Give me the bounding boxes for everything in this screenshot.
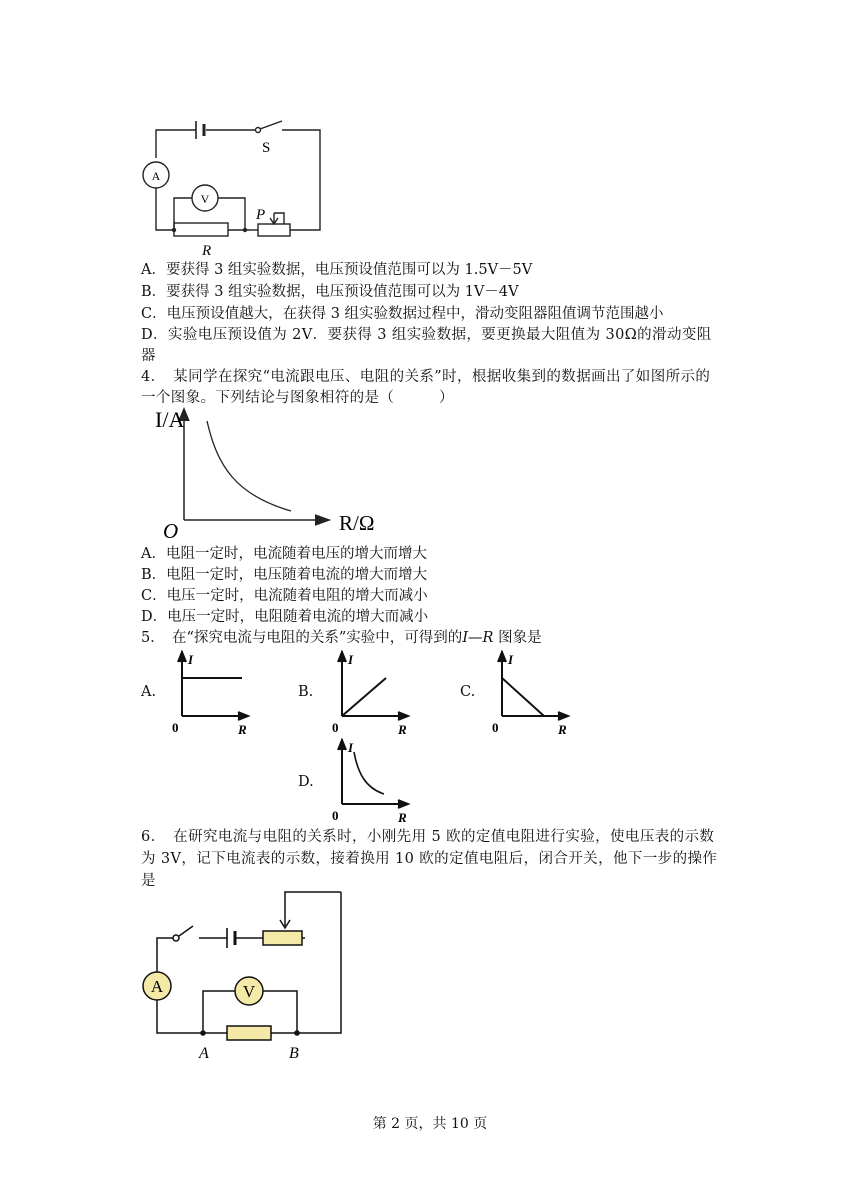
q5-stem-ir: I—R bbox=[462, 630, 494, 646]
q3-option-c: C．电压预设值越大，在获得 3 组实验数据过程中，滑动变阻器阻值调节范围越小 bbox=[141, 306, 664, 322]
q5-graph-a bbox=[168, 650, 258, 738]
q5-stem-end: 图象是 bbox=[493, 630, 542, 646]
q5-d-origin: 0 bbox=[332, 808, 339, 823]
q3-resistor-label: R bbox=[202, 243, 212, 259]
q3-option-a: A．要获得 3 组实验数据，电压预设值范围可以为 1.5V－5V bbox=[141, 262, 533, 278]
q3-voltmeter-letter: V bbox=[200, 192, 210, 206]
q5-d-x: R bbox=[398, 810, 407, 825]
q4-x-label: R/Ω bbox=[339, 511, 375, 535]
q3-slider-label: P bbox=[256, 207, 266, 223]
q6-stem: 6． 在研究电流与电阻的关系时，小刚先用 5 欧的定值电阻进行实验，使电压表的示数为 3V，记下电流表的示数，接着换用 10 欧的定值电阻后，闭合开关，他下一步的操作是 bbox=[141, 829, 718, 889]
q6-ammeter-letter: A bbox=[150, 977, 164, 996]
q3-option-b: B．要获得 3 组实验数据，电压预设值范围可以为 1V－4V bbox=[141, 284, 519, 300]
q3-switch-label: S bbox=[262, 140, 271, 156]
q5-option-c-letter: C. bbox=[460, 684, 476, 700]
q6-circuit-diagram bbox=[135, 888, 355, 1068]
q5-stem-text: 5． 在“探究电流与电阻的关系”实验中，可得到的 bbox=[141, 630, 463, 646]
q5-option-a-letter: A. bbox=[141, 684, 157, 700]
q5-a-x: R bbox=[238, 722, 247, 737]
q4-y-label: I/A bbox=[155, 407, 185, 432]
q3-option-d: D．实验电压预设值为 2V．要获得 3 组实验数据，要更换最大阻值为 30Ω的滑动变阻器 bbox=[141, 327, 712, 364]
q4-option-b: B．电阻一定时，电压随着电流的增大而增大 bbox=[141, 567, 428, 583]
q4-graph bbox=[155, 405, 395, 540]
q4-option-a: A．电阻一定时，电流随着电压的增大而增大 bbox=[141, 546, 427, 562]
q4-stem: 4． 某同学在探究“电流跟电压、电阻的关系”时，根据收集到的数据画出了如图所示的一个图象。下列结论与图象相符的是（ ） bbox=[141, 369, 711, 406]
q5-d-y: I bbox=[348, 740, 354, 755]
q3-ammeter-letter: A bbox=[151, 169, 161, 183]
q5-b-origin: 0 bbox=[332, 720, 339, 735]
q6-voltmeter-letter: V bbox=[242, 982, 256, 1001]
q5-graph-d bbox=[328, 738, 418, 826]
q5-c-y: I bbox=[508, 652, 514, 667]
page-footer: 第 2 页，共 10 页 bbox=[372, 1116, 488, 1132]
q6-point-b-label: B bbox=[289, 1045, 299, 1062]
q5-option-d-letter: D. bbox=[298, 774, 314, 790]
q5-stem bbox=[141, 628, 542, 648]
q3-circuit-diagram bbox=[138, 112, 328, 260]
q4-option-d: D．电压一定时，电阻随着电流的增大而减小 bbox=[141, 609, 429, 625]
q5-graph-c bbox=[488, 650, 578, 738]
q5-option-b-letter: B. bbox=[298, 684, 314, 700]
q5-a-origin: 0 bbox=[172, 720, 179, 735]
q5-b-y: I bbox=[348, 652, 354, 667]
q5-c-x: R bbox=[558, 722, 567, 737]
q5-graph-b bbox=[328, 650, 418, 738]
q5-a-y: I bbox=[188, 652, 194, 667]
q4-option-c: C．电压一定时，电流随着电阻的增大而减小 bbox=[141, 588, 428, 604]
q4-origin-label: O bbox=[163, 519, 179, 540]
q6-point-a-label: A bbox=[199, 1045, 209, 1062]
q5-b-x: R bbox=[398, 722, 407, 737]
q5-c-origin: 0 bbox=[492, 720, 499, 735]
